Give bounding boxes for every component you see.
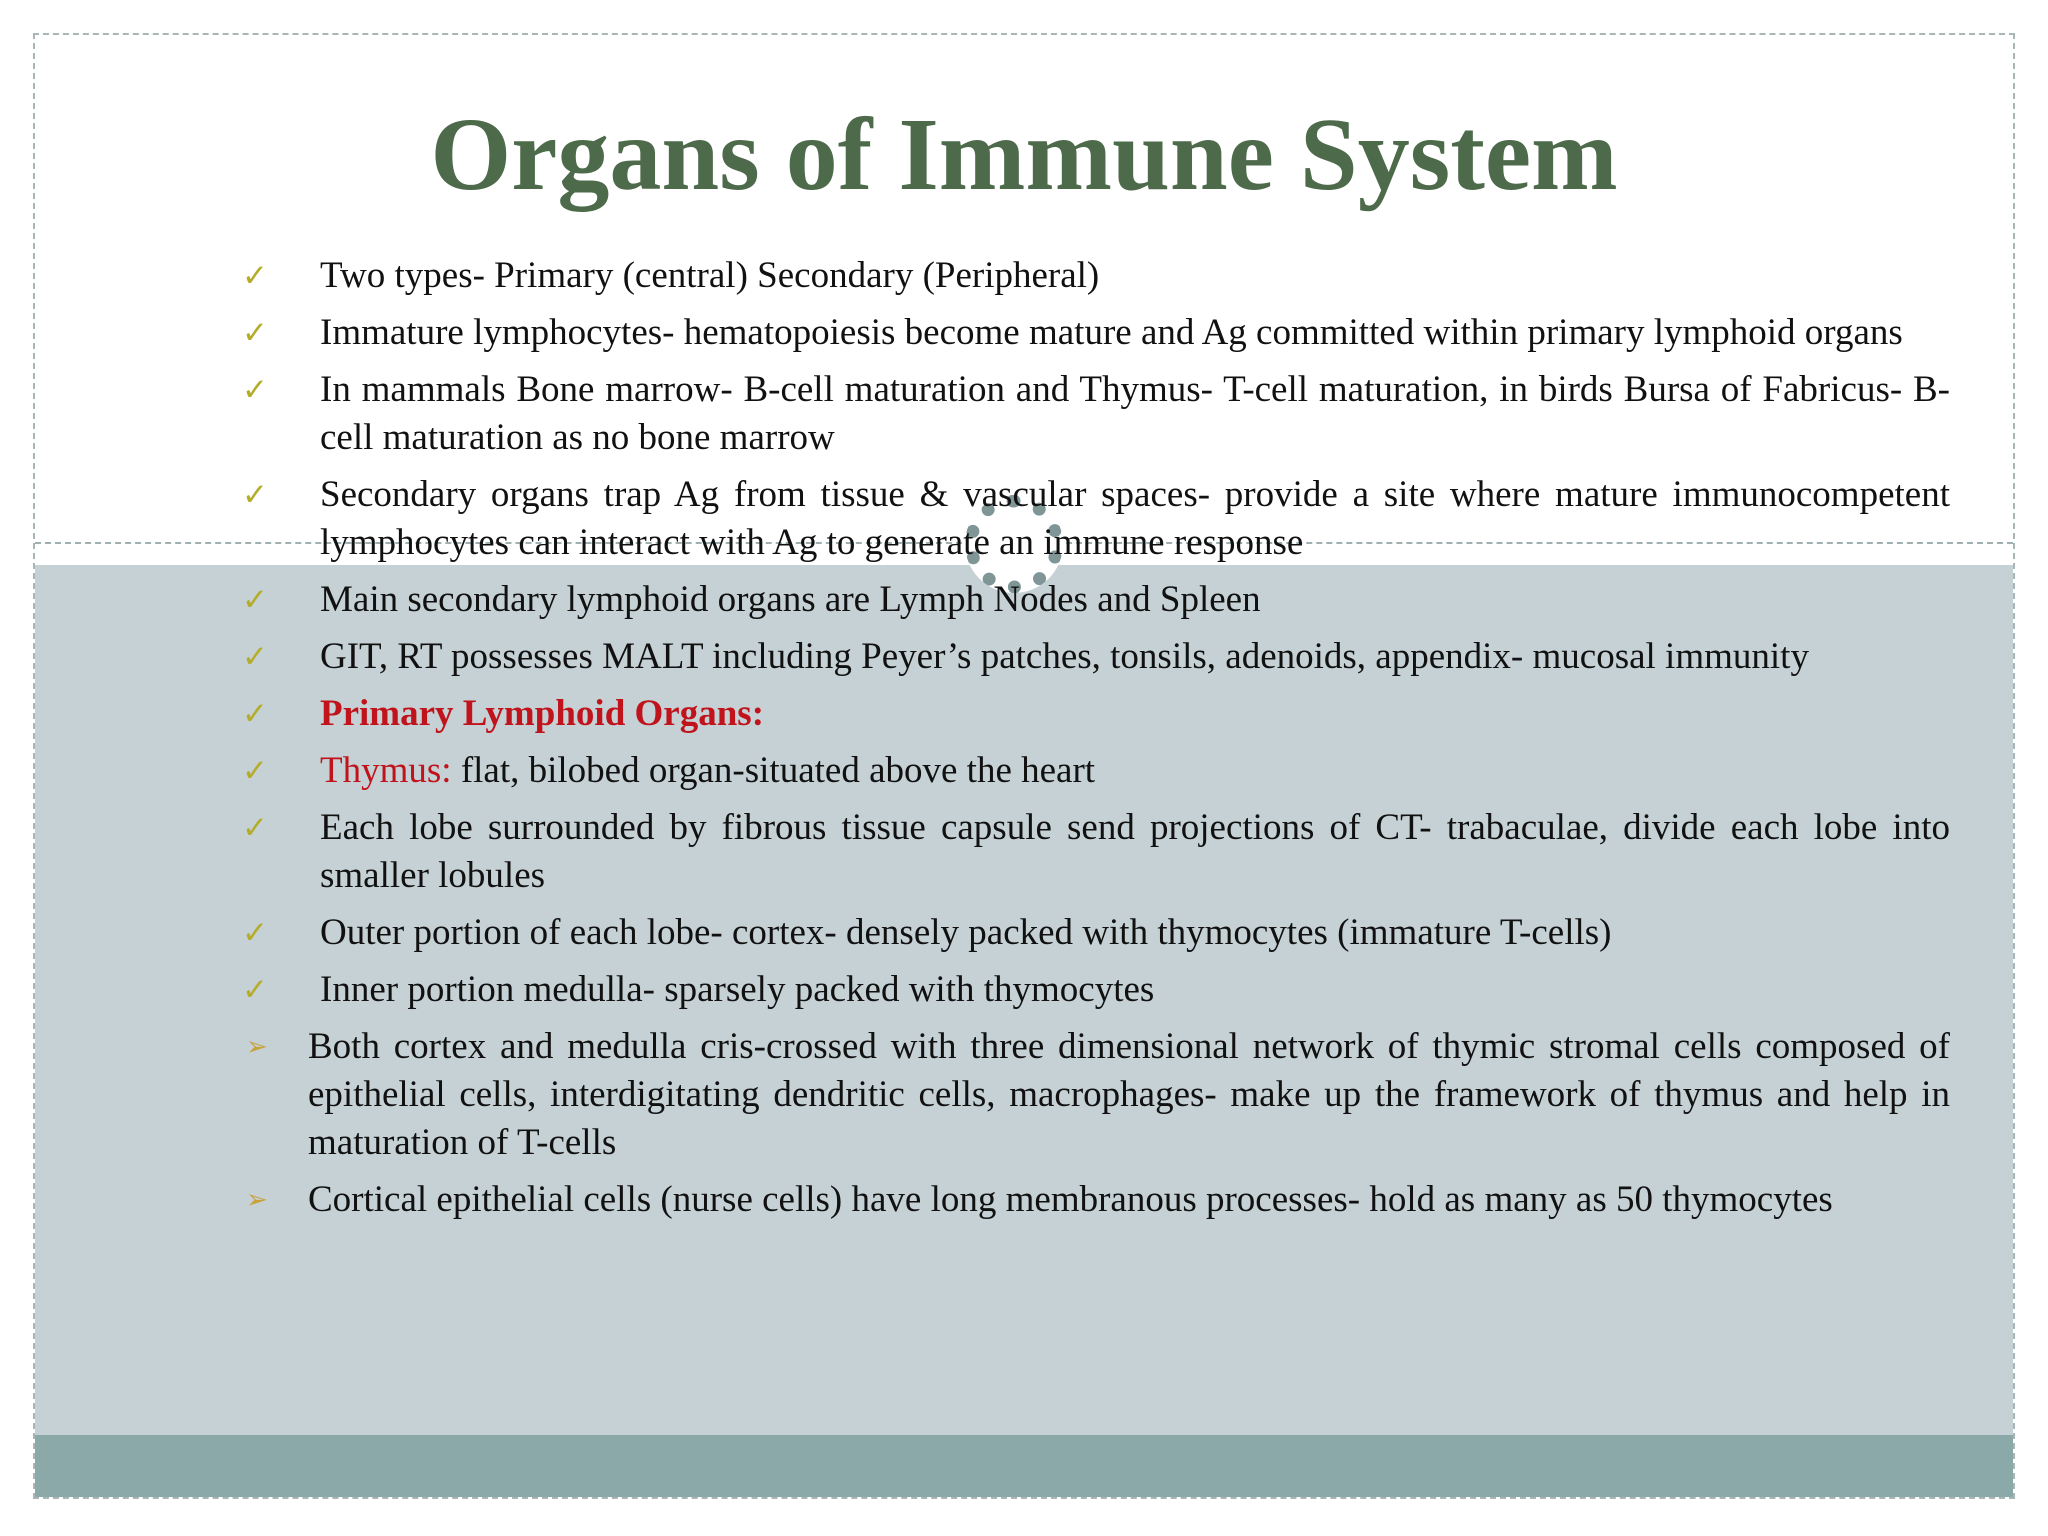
arrow-icon: ➢ (246, 1185, 268, 1215)
check-icon: ✓ (242, 477, 268, 513)
bullet-text: Inner portion medulla- sparsely packed with thymocytes (320, 969, 1155, 1010)
term-label: Thymus: (320, 750, 452, 791)
check-icon: ✓ (242, 972, 268, 1008)
check-icon: ✓ (242, 258, 268, 294)
slide-title: Organs of Immune System (430, 97, 1618, 212)
bullet-item (240, 309, 1950, 357)
bullet-text: GIT, RT possesses MALT including Peyer’s patches, tonsils, adenoids, appendix- mucosal immunity (320, 636, 1809, 677)
check-icon: ✓ (242, 810, 268, 846)
check-icon: ✓ (242, 315, 268, 351)
bullet-text: Each lobe surrounded by fibrous tissue capsule send projections of CT- trabaculae, divide each lobe into smaller lobules (320, 807, 1950, 896)
check-icon: ✓ (242, 915, 268, 951)
bullet-item (240, 909, 1950, 957)
bullet-list (240, 252, 1950, 1233)
check-icon: ✓ (242, 582, 268, 618)
bullet-text: Outer portion of each lobe- cortex- densely packed with thymocytes (immature T-cells) (320, 912, 1612, 953)
bullet-text: Immature lymphocytes- hematopoiesis become mature and Ag committed within primary lymphoid organs (320, 312, 1903, 353)
bullet-item (240, 1023, 1950, 1167)
bullet-text: Both cortex and medulla cris-crossed with three dimensional network of thymic stromal cells composed of epithelial cells, interdigitating dendritic cells, macrophages- make up the framework of thymus and help in maturation of T-cells (308, 1026, 1950, 1163)
bullet-item (240, 366, 1950, 462)
check-icon: ✓ (242, 372, 268, 408)
bullet-text: Two types- Primary (central) Secondary (Peripheral) (320, 255, 1100, 296)
bullet-text: Cortical epithelial cells (nurse cells) have long membranous processes- hold as many as 50 thymocytes (308, 1179, 1833, 1220)
bullet-text: Secondary organs trap Ag from tissue & vascular spaces- provide a site where mature immunocompetent lymphocytes can interact with Ag to generate an immune response (320, 474, 1950, 563)
bullet-item (240, 804, 1950, 900)
footer-bar (35, 1435, 2013, 1497)
bullet-text: Main secondary lymphoid organs are Lymph Nodes and Spleen (320, 579, 1261, 620)
section-heading: Primary Lymphoid Organs: (320, 693, 765, 734)
bullet-item (240, 966, 1950, 1014)
check-icon: ✓ (242, 696, 268, 732)
bullet-text: In mammals Bone marrow- B-cell maturation and Thymus- T-cell maturation, in birds Bursa of Fabricus- B-cell maturation as no bone marrow (320, 369, 1950, 458)
arrow-icon: ➢ (246, 1032, 268, 1062)
bullet-item (240, 747, 1950, 795)
bullet-text: flat, bilobed organ-situated above the heart (451, 750, 1096, 791)
bullet-item (240, 252, 1950, 300)
bullet-item (240, 633, 1950, 681)
bullet-item (240, 1176, 1950, 1224)
bullet-item (240, 690, 1950, 738)
check-icon: ✓ (242, 639, 268, 675)
check-icon: ✓ (242, 753, 268, 789)
bullet-item (240, 471, 1950, 567)
bullet-item (240, 576, 1950, 624)
